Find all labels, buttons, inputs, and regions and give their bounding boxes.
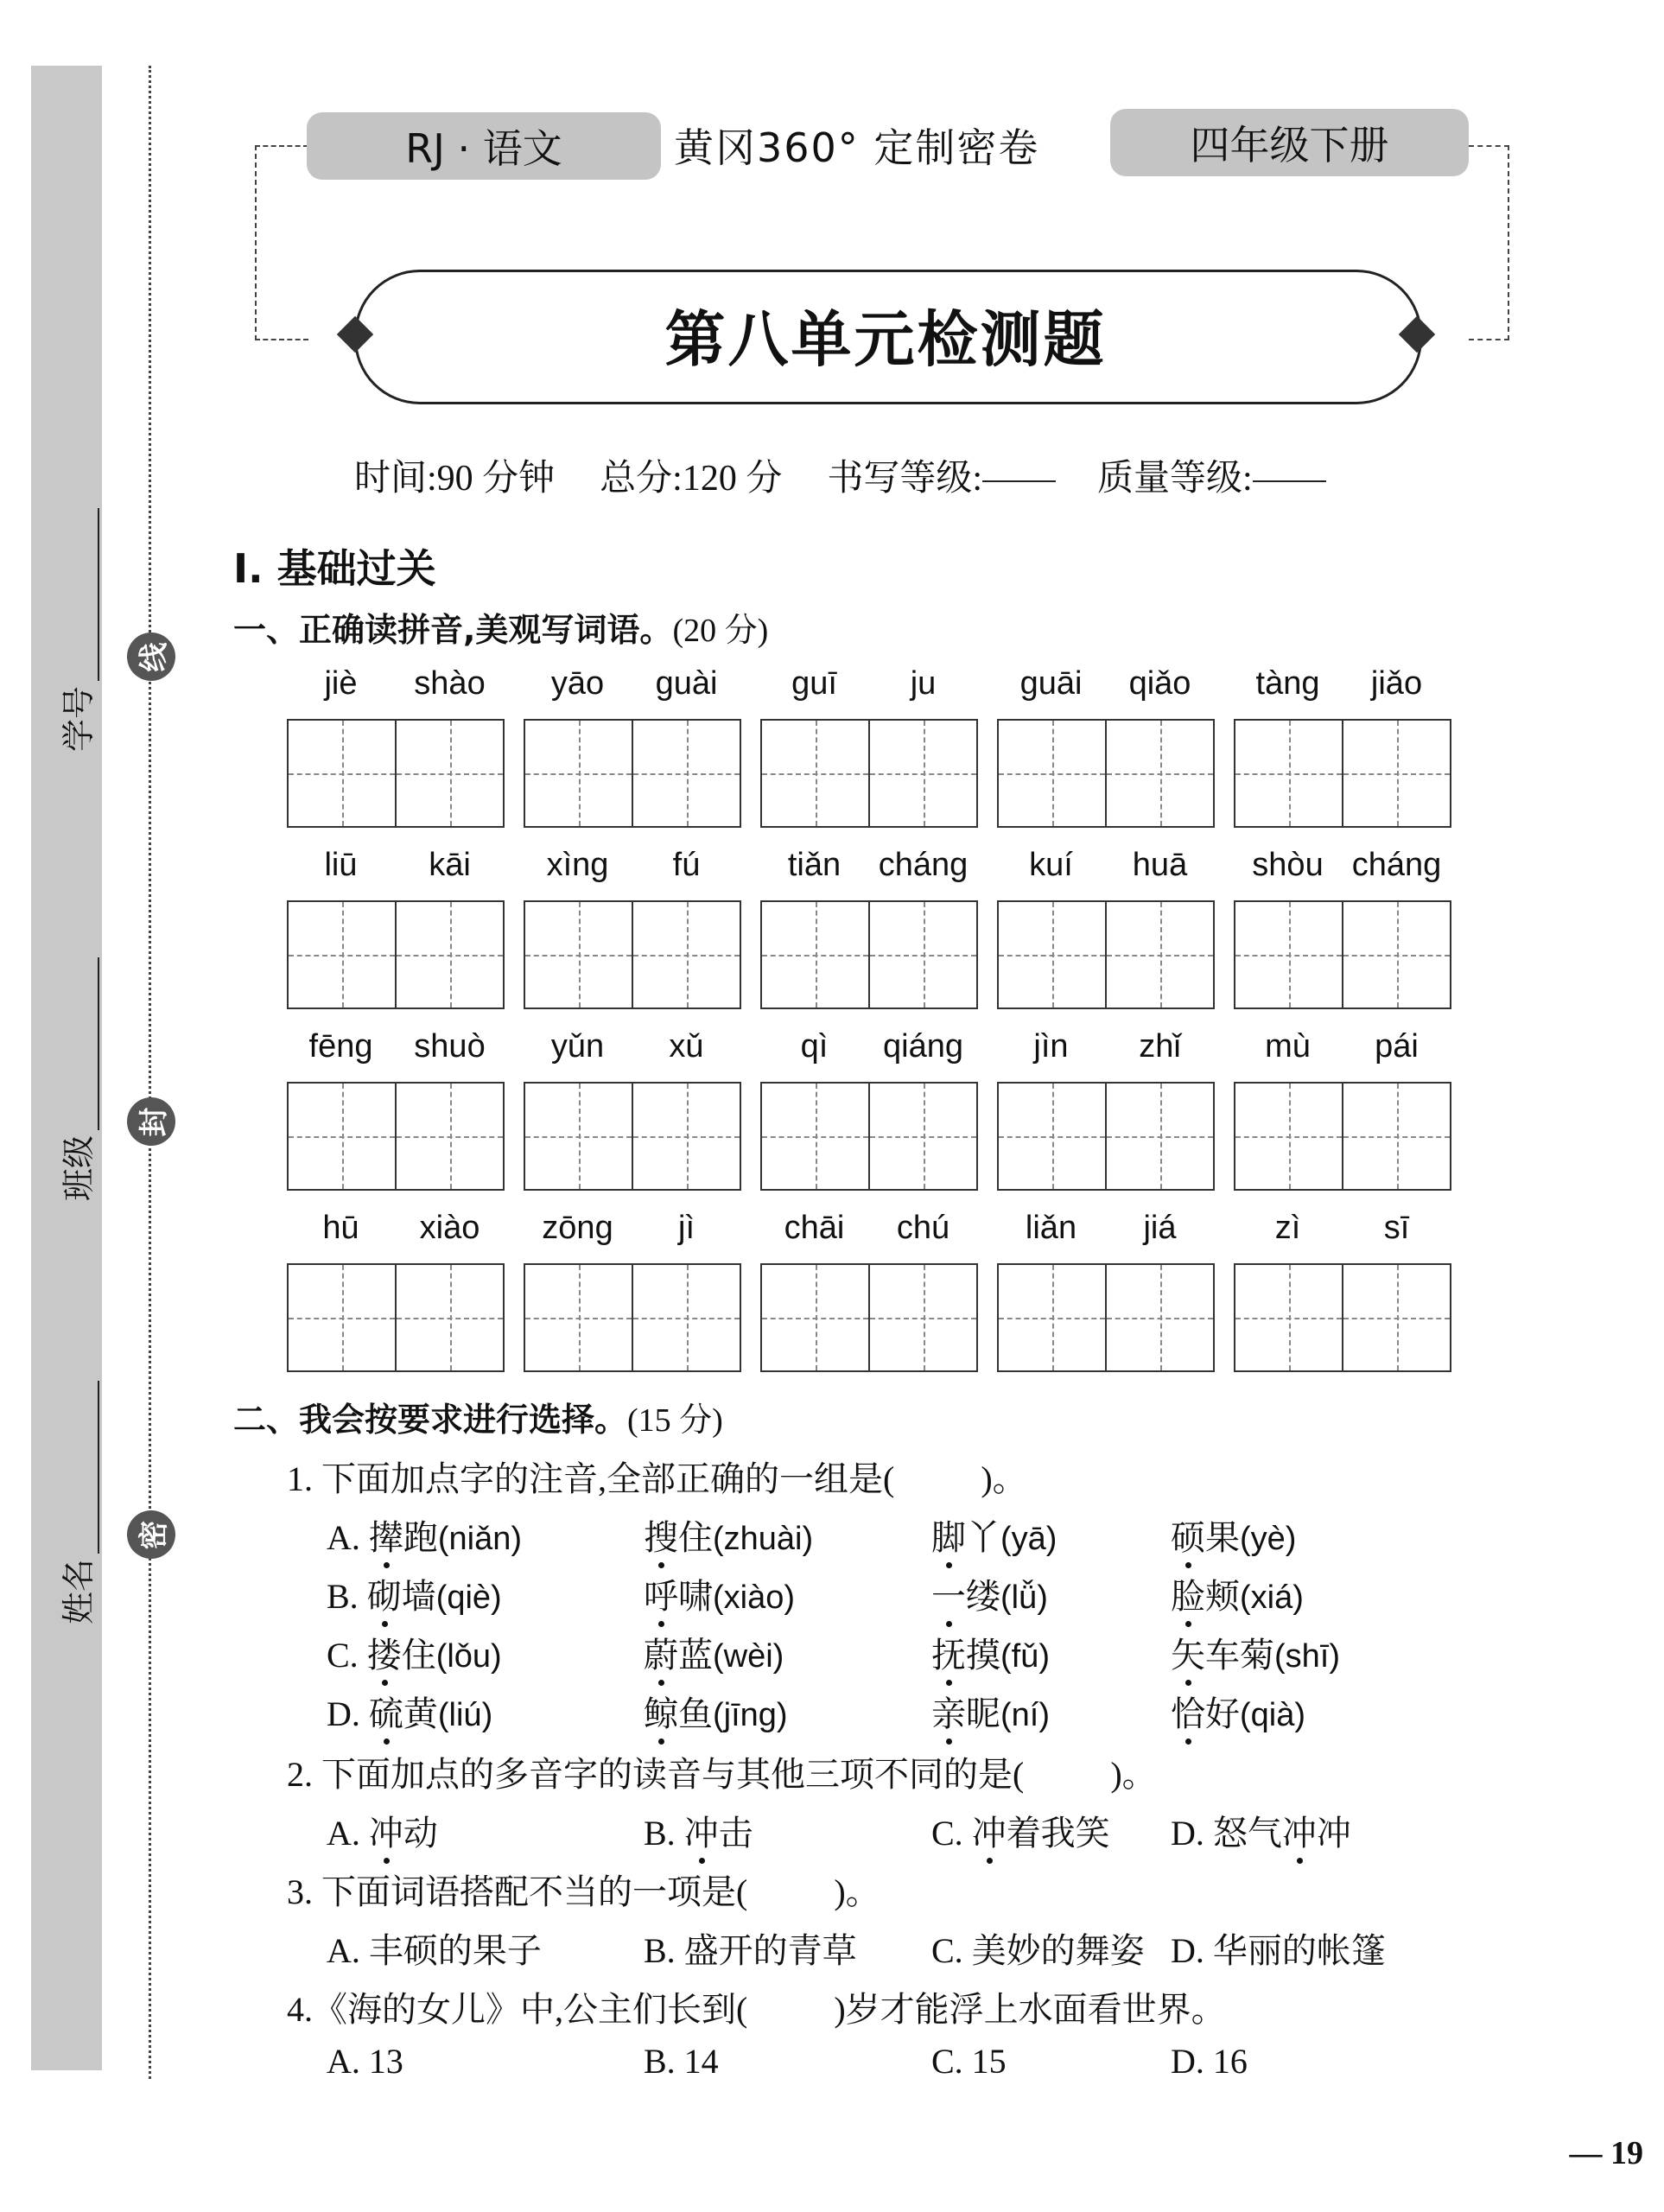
word-rest: 车菊 xyxy=(1205,1636,1274,1675)
writing-box-pair xyxy=(1234,719,1451,828)
pinyin-label: jì xyxy=(678,1210,695,1246)
word-rest xyxy=(369,1694,438,1733)
pinyin-annotation: (liú) xyxy=(437,1697,493,1733)
word-rest: 啸 xyxy=(678,1577,713,1616)
pinyin-annotation: (xiá) xyxy=(1240,1580,1304,1616)
writing-cell[interactable] xyxy=(1235,902,1342,1007)
pinyin-label: liū xyxy=(324,847,358,883)
writing-cell[interactable] xyxy=(1105,1265,1213,1370)
q4-option-c[interactable]: C. 15 xyxy=(931,2042,1007,2081)
pinyin-annotation: (qiè) xyxy=(435,1580,502,1616)
writing-cell[interactable] xyxy=(999,902,1105,1007)
writing-box-pair xyxy=(1234,900,1451,1009)
header-bracket-left xyxy=(255,145,308,340)
dotted-character: 一 xyxy=(931,1569,966,1618)
q1-option-d-word[interactable] xyxy=(327,1687,492,1736)
writing-cell[interactable] xyxy=(1235,1084,1342,1189)
pinyin-label: zōng xyxy=(542,1210,613,1246)
grade-pill: 四年级下册 xyxy=(1110,109,1469,176)
writing-box-pair xyxy=(997,900,1215,1009)
class-line[interactable] xyxy=(65,957,99,1130)
pinyin-annotation: (xiào) xyxy=(713,1580,796,1616)
writing-cell[interactable] xyxy=(525,1084,632,1189)
pinyin-label: shào xyxy=(414,665,486,702)
writing-cell[interactable] xyxy=(395,1084,503,1189)
pinyin-label: shuò xyxy=(414,1028,486,1065)
pinyin-annotation: (ní) xyxy=(1000,1697,1050,1733)
writing-cell[interactable] xyxy=(868,721,976,826)
pinyin-label: liǎn xyxy=(1025,1210,1077,1246)
q1-option-b-word xyxy=(1171,1569,1304,1618)
dotted-character: 硫 xyxy=(369,1687,403,1736)
writing-cell[interactable] xyxy=(289,1084,395,1189)
writing-cell[interactable] xyxy=(525,902,632,1007)
writing-cell[interactable] xyxy=(762,721,868,826)
q1-option-a-word xyxy=(644,1510,813,1560)
word-rest: 跑 xyxy=(403,1518,438,1557)
word-rest: 鱼 xyxy=(678,1694,713,1733)
writing-cell[interactable] xyxy=(868,1265,976,1370)
seal-seal-badge: 封 xyxy=(127,1097,175,1146)
q4-option-b[interactable]: B. 14 xyxy=(644,2042,719,2081)
word-rest: 住 xyxy=(401,1636,436,1675)
writing-cell[interactable] xyxy=(395,1265,503,1370)
writing-box-pair xyxy=(287,1082,505,1191)
writing-box-pair xyxy=(287,900,505,1009)
pinyin-label: jiá xyxy=(1143,1210,1177,1246)
section-title: Ⅰ. 基础过关 xyxy=(233,545,436,592)
pinyin-label: jiè xyxy=(324,665,358,702)
pinyin-label: kuí xyxy=(1029,847,1073,883)
q3-option-b[interactable]: B. 盛开的青草 xyxy=(644,1931,857,1970)
cut-line xyxy=(149,66,151,2079)
writing-box-pair xyxy=(997,719,1215,828)
writing-box-pair xyxy=(287,1263,505,1372)
writing-cell[interactable] xyxy=(525,1265,632,1370)
pinyin-label: yǔn xyxy=(550,1028,605,1065)
part2-title: 二、我会按要求进行选择。(15 分) xyxy=(233,1401,723,1439)
dotted-character: 鲸 xyxy=(644,1687,678,1736)
pinyin-label: pái xyxy=(1375,1028,1419,1065)
q1-option-b-word[interactable] xyxy=(327,1569,502,1618)
option-letter: A. xyxy=(327,1518,360,1557)
writing-cell[interactable] xyxy=(525,721,632,826)
pinyin-label: xǔ xyxy=(669,1028,704,1065)
name-line[interactable] xyxy=(65,1381,99,1554)
q2-option-a[interactable]: A. 冲动 xyxy=(327,1806,438,1855)
writing-cell[interactable] xyxy=(632,721,740,826)
seal-secret-badge: 密 xyxy=(127,1510,175,1559)
writing-cell[interactable] xyxy=(1105,902,1213,1007)
writing-cell[interactable] xyxy=(1235,721,1342,826)
pinyin-label: jiǎo xyxy=(1370,665,1423,702)
q1-option-c-word xyxy=(931,1628,1050,1677)
q4-option-d[interactable]: D. 16 xyxy=(1171,2042,1248,2081)
writing-cell[interactable] xyxy=(1235,1265,1342,1370)
pinyin-annotation: (niǎn) xyxy=(437,1521,523,1557)
brand-title: 黄冈360° 定制密卷 xyxy=(674,124,1040,171)
pinyin-label: xìng xyxy=(546,847,609,883)
writing-cell[interactable] xyxy=(868,1084,976,1189)
pinyin-annotation: (lǒu) xyxy=(435,1638,502,1675)
word-rest: 摸 xyxy=(966,1636,1000,1675)
q1-option-b-word xyxy=(644,1569,795,1618)
writing-box-pair xyxy=(524,719,741,828)
q2-option-b[interactable]: B. 冲击 xyxy=(644,1806,753,1855)
pinyin-annotation: (zhuài) xyxy=(713,1521,814,1557)
writing-cell[interactable] xyxy=(632,902,740,1007)
pinyin-annotation: (shī) xyxy=(1274,1638,1340,1675)
writing-cell[interactable] xyxy=(762,1265,868,1370)
writing-cell[interactable] xyxy=(632,1265,740,1370)
writing-box-pair xyxy=(1234,1263,1451,1372)
pinyin-label: cháng xyxy=(878,847,969,883)
pinyin-label: ju xyxy=(910,665,937,702)
total-label: 总分:120 分 xyxy=(600,459,783,499)
pinyin-label: fēng xyxy=(308,1028,373,1065)
writing-box-pair xyxy=(760,719,978,828)
writing-box-pair xyxy=(524,900,741,1009)
pinyin-label: qiáng xyxy=(883,1028,963,1065)
exam-meta xyxy=(354,449,1326,501)
subject-pill: RJ · 语文 xyxy=(307,112,661,180)
word-rest: 缕 xyxy=(966,1577,1000,1616)
pinyin-label: tiǎn xyxy=(787,847,842,883)
word-rest: 昵 xyxy=(966,1694,1000,1733)
q3-option-a[interactable]: A. 丰硕的果子 xyxy=(327,1931,542,1970)
word-rest: 丫 xyxy=(966,1518,1000,1557)
pinyin-label: guī xyxy=(791,665,837,702)
header-bracket-right xyxy=(1469,145,1509,340)
pinyin-label: qì xyxy=(800,1028,829,1065)
q1-option-c-word xyxy=(644,1628,784,1677)
pinyin-label: sī xyxy=(1383,1210,1410,1246)
writing-box-pair xyxy=(524,1263,741,1372)
writing-cell[interactable] xyxy=(395,902,503,1007)
writing-cell[interactable] xyxy=(1342,721,1450,826)
word-rest: 好 xyxy=(1205,1694,1240,1733)
pinyin-label: zhǐ xyxy=(1139,1028,1181,1065)
pinyin-label: guāi xyxy=(1019,665,1083,702)
pinyin-label: shòu xyxy=(1252,847,1324,883)
pinyin-annotation: (fǔ) xyxy=(1000,1638,1050,1675)
writing-cell[interactable] xyxy=(395,721,503,826)
writing-box-pair xyxy=(760,1082,978,1191)
page-title: 第八单元检测题 xyxy=(664,302,1107,375)
pinyin-annotation: (yè) xyxy=(1240,1521,1297,1557)
dotted-character: 脸 xyxy=(1171,1569,1205,1618)
option-letter: C. xyxy=(327,1636,359,1675)
page-number: — 19 xyxy=(1569,2135,1643,2171)
dotted-character: 硕 xyxy=(1171,1510,1205,1560)
pinyin-label: chāi xyxy=(784,1210,845,1246)
q4-option-a[interactable]: A. 13 xyxy=(327,2042,403,2081)
dotted-character: 搂 xyxy=(367,1628,402,1677)
writing-cell[interactable] xyxy=(1342,1084,1450,1189)
dotted-character: 矢 xyxy=(1171,1628,1205,1677)
writing-box-pair xyxy=(287,719,505,828)
q1-option-b-word xyxy=(931,1569,1048,1618)
student-id-line[interactable] xyxy=(65,508,99,681)
writing-cell[interactable] xyxy=(762,1084,868,1189)
pinyin-label: mù xyxy=(1265,1028,1311,1065)
word-rest: 黄 xyxy=(403,1694,438,1733)
q1-option-c-word xyxy=(1171,1628,1340,1677)
word-rest: 颊 xyxy=(1205,1577,1240,1616)
q1-stem: 1. 下面加点字的注音,全部正确的一组是( )。 xyxy=(287,1459,1027,1498)
writing-cell[interactable] xyxy=(762,902,868,1007)
writing-box-pair xyxy=(760,1263,978,1372)
q1-option-a-word xyxy=(931,1510,1057,1560)
pinyin-label: chú xyxy=(896,1210,950,1246)
writing-box-pair xyxy=(997,1263,1215,1372)
pinyin-annotation: (wèi) xyxy=(713,1638,784,1675)
class-field[interactable]: 班级 xyxy=(52,957,99,1201)
pinyin-label: tàng xyxy=(1255,665,1320,702)
pinyin-label: cháng xyxy=(1351,847,1442,883)
pinyin-label: zì xyxy=(1274,1210,1301,1246)
pinyin-label: kāi xyxy=(429,847,471,883)
writing-box-pair xyxy=(997,1082,1215,1191)
pinyin-label: yāo xyxy=(550,665,605,702)
pinyin-label: guài xyxy=(655,665,718,702)
pinyin-label: hū xyxy=(322,1210,359,1246)
writing-grade-label: 书写等级: xyxy=(827,459,983,499)
dotted-character: 恰 xyxy=(1171,1687,1205,1736)
q3-option-d[interactable]: D. 华丽的帐篷 xyxy=(1171,1931,1386,1970)
pinyin-annotation: (yā) xyxy=(1000,1521,1057,1557)
q1-option-d-word xyxy=(931,1687,1050,1736)
dotted-character: 脚 xyxy=(931,1510,966,1560)
word-rest: 住 xyxy=(678,1518,713,1557)
writing-cell[interactable] xyxy=(868,902,976,1007)
pinyin-label: huā xyxy=(1132,847,1188,883)
writing-cell[interactable] xyxy=(999,1084,1105,1189)
pinyin-label: jìn xyxy=(1033,1028,1069,1065)
writing-cell[interactable] xyxy=(1342,1265,1450,1370)
writing-cell[interactable] xyxy=(1105,1084,1213,1189)
writing-cell[interactable] xyxy=(1342,902,1450,1007)
word-rest: 蓝 xyxy=(678,1636,713,1675)
writing-cell[interactable] xyxy=(1105,721,1213,826)
option-letter: B. xyxy=(327,1577,359,1616)
option-letter: D. xyxy=(327,1694,360,1733)
q4-stem: 4.《海的女儿》中,公主们长到( )岁才能浮上水面看世界。 xyxy=(287,1990,1226,2029)
q3-stem: 3. 下面词语搭配不当的一项是( )。 xyxy=(287,1872,880,1911)
writing-cell[interactable] xyxy=(289,902,395,1007)
q1-option-a-word xyxy=(1171,1510,1296,1560)
word-rest: 墙 xyxy=(401,1577,436,1616)
writing-cell[interactable] xyxy=(289,1265,395,1370)
dotted-character: 搜 xyxy=(644,1510,678,1560)
pinyin-label: fú xyxy=(672,847,701,883)
quality-grade-label: 质量等级: xyxy=(1097,459,1253,499)
writing-box-pair xyxy=(1234,1082,1451,1191)
q1-option-d-word xyxy=(644,1687,788,1736)
quality-grade-blank[interactable] xyxy=(1253,449,1326,482)
pinyin-annotation: (lǚ) xyxy=(1000,1580,1048,1616)
writing-cell[interactable] xyxy=(632,1084,740,1189)
name-field[interactable]: 姓名 xyxy=(52,1381,99,1624)
pinyin-label: qiǎo xyxy=(1128,665,1191,702)
writing-box-pair xyxy=(760,900,978,1009)
writing-box-pair xyxy=(524,1082,741,1191)
dotted-character: 蔚 xyxy=(644,1628,678,1677)
writing-cell[interactable] xyxy=(289,721,395,826)
word-rest: 果 xyxy=(1205,1518,1240,1557)
q1-option-a-word[interactable] xyxy=(327,1510,522,1560)
time-label: 时间:90 分钟 xyxy=(354,459,556,499)
pinyin-annotation: (jīng) xyxy=(713,1697,788,1733)
writing-grade-blank[interactable] xyxy=(982,449,1056,482)
pinyin-label: xiào xyxy=(419,1210,480,1246)
q2-stem: 2. 下面加点的多音字的读音与其他三项不同的是( )。 xyxy=(287,1755,1157,1794)
seal-line-badge: 线 xyxy=(127,632,175,681)
writing-cell[interactable] xyxy=(999,721,1105,826)
pinyin-annotation: (qià) xyxy=(1240,1697,1306,1733)
q3-option-c[interactable]: C. 美妙的舞姿 xyxy=(931,1931,1145,1970)
q1-option-c-word[interactable] xyxy=(327,1628,502,1677)
q2-option-d[interactable]: D. 怒气冲冲 xyxy=(1171,1806,1351,1855)
part1-title: 一、正确读拼音,美观写词语。(20 分) xyxy=(233,611,769,649)
dotted-character: 亲 xyxy=(931,1687,966,1736)
dotted-character: 抚 xyxy=(931,1628,966,1677)
q2-option-c[interactable]: C. 冲着我笑 xyxy=(931,1806,1110,1855)
dotted-character: 呼 xyxy=(644,1569,678,1618)
student-id-field[interactable]: 学号 xyxy=(52,508,99,752)
dotted-character: 砌 xyxy=(367,1569,402,1618)
q1-option-d-word xyxy=(1171,1687,1305,1736)
dotted-character: 撵 xyxy=(369,1510,403,1560)
writing-cell[interactable] xyxy=(999,1265,1105,1370)
